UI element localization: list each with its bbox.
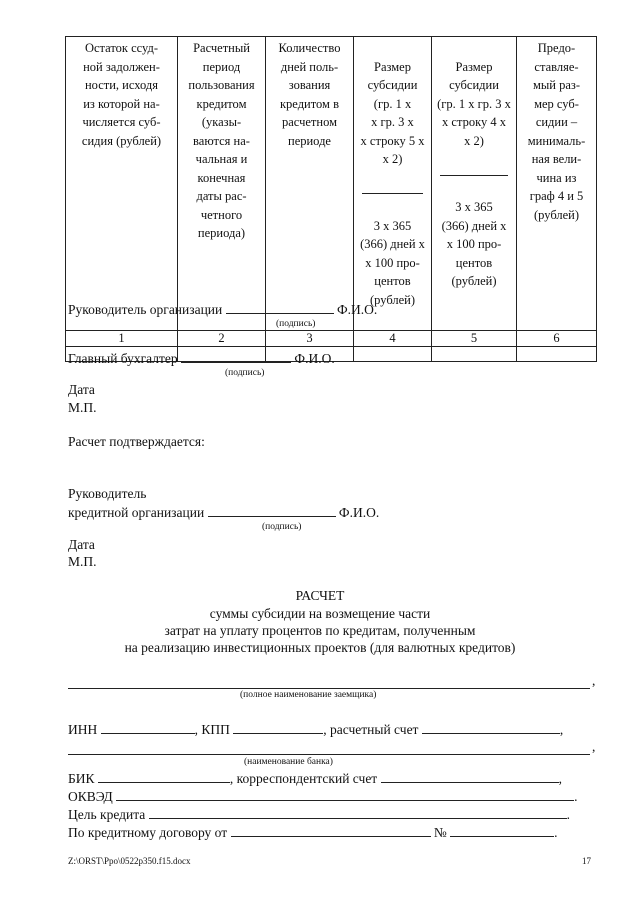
date-label: Дата: [68, 537, 95, 552]
signature-caption: (подпись): [225, 368, 265, 378]
header-subsidy-provided: Предо- ставляе- мый раз- мер суб- сидии – минималь- ная вели- чина из граф 4 и 5 (рублей): [517, 37, 597, 331]
head-org-signature: [68, 301, 377, 318]
header-loan-balance: Остаток ссуд- ной задолжен- ности, исходя из которой на- числяется суб- сидия (рублей): [66, 37, 178, 331]
table-header-row: [66, 37, 597, 331]
bik-field[interactable]: [98, 770, 230, 783]
formula-numerator: Размер субсидии (гр. 1 х гр. 3 х х строку 4 х х 2): [437, 59, 511, 148]
number-sign: №: [433, 825, 447, 840]
bank-name-field[interactable]: [68, 754, 590, 755]
okved-field[interactable]: [116, 788, 574, 801]
confirmed-label: Расчет подтверждается:: [68, 434, 205, 449]
formula-denominator: 3 х 365 (366) дней х х 100 про- центов (рублей): [360, 218, 425, 307]
table-cell[interactable]: [432, 346, 517, 361]
file-path: Z:\ORST\Ppo\0522p350.f15.docx: [68, 856, 191, 866]
comma: ,: [592, 739, 596, 754]
period: .: [566, 807, 571, 822]
calc-subtitle-1: суммы субсидии на возмещение части: [209, 606, 431, 621]
comma: ,: [558, 771, 562, 786]
fio-label: Ф.И.О.: [294, 351, 335, 366]
period: .: [554, 825, 558, 840]
column-number: 5: [432, 330, 517, 346]
bank-head-label-2: кредитной организации: [68, 505, 205, 520]
comma: ,: [559, 722, 564, 737]
column-number: 3: [266, 330, 354, 346]
kpp-label: , КПП: [194, 722, 230, 737]
signature-caption: (подпись): [262, 522, 302, 532]
purpose-field[interactable]: [149, 806, 567, 819]
page-number: 17: [582, 856, 591, 866]
signature-caption: (подпись): [276, 319, 316, 329]
account-label: , расчетный счет: [323, 722, 419, 737]
account-field[interactable]: [422, 721, 560, 734]
contract-date-field[interactable]: [231, 824, 431, 837]
table-cell[interactable]: [354, 346, 432, 361]
contract-number-field[interactable]: [450, 824, 554, 837]
calc-subtitle-3: на реализацию инвестиционных проектов (для валютных кредитов): [124, 640, 516, 655]
header-subsidy-size-b: [432, 37, 517, 331]
column-number: 1: [66, 330, 178, 346]
contract-row: [68, 824, 558, 841]
inn-field[interactable]: [101, 721, 195, 734]
okved-label: ОКВЭД: [68, 789, 113, 804]
okved-row: [68, 788, 578, 805]
inn-label: ИНН: [68, 722, 98, 737]
purpose-row: [68, 806, 570, 823]
contract-label: По кредитному договору от: [68, 825, 228, 840]
stamp-label: М.П.: [68, 554, 97, 569]
chief-accountant-label: Главный бухгалтер: [68, 351, 178, 366]
signature-field[interactable]: [208, 504, 336, 517]
column-number: 4: [354, 330, 432, 346]
header-subsidy-size-a: [354, 37, 432, 331]
inn-row: [68, 721, 563, 738]
calc-title: РАСЧЕТ: [295, 588, 345, 603]
column-number: 2: [178, 330, 266, 346]
fio-label: Ф.И.О.: [338, 505, 380, 520]
fraction-line: [362, 193, 423, 194]
header-calc-period: Расчетный период пользования кредитом (указы- ваются на- чальная и конечная даты рас- четного периода): [178, 37, 266, 331]
calc-subtitle-2: затрат на уплату процентов по кредитам, полученным: [164, 623, 476, 638]
fraction-line: [440, 175, 508, 176]
corr-account-field[interactable]: [381, 770, 559, 783]
purpose-label: Цель кредита: [68, 807, 146, 822]
formula-numerator: Размер субсидии (гр. 1 х х гр. 3 х х строку 5 х х 2): [360, 59, 425, 166]
fio-label: Ф.И.О.: [337, 302, 378, 317]
bik-label: БИК: [68, 771, 95, 786]
corr-account-label: , корреспондентский счет: [229, 771, 378, 786]
table-number-row: [66, 330, 597, 346]
bank-head-label-1: Руководитель: [68, 486, 147, 501]
column-number: 6: [517, 330, 597, 346]
bank-head-signature: [68, 504, 379, 521]
kpp-field[interactable]: [233, 721, 323, 734]
bank-caption: (наименование банка): [244, 757, 333, 767]
borrower-name-field[interactable]: [68, 688, 590, 689]
period: .: [574, 789, 578, 804]
formula-denominator: 3 х 365 (366) дней х х 100 про- центов (рублей): [441, 200, 507, 288]
header-days-count: Количество дней поль- зования кредитом в расчетном периоде: [266, 37, 354, 331]
table-cell[interactable]: [517, 346, 597, 361]
signature-field[interactable]: [226, 301, 334, 314]
date-label: Дата: [68, 382, 95, 397]
chief-accountant-signature: [68, 350, 335, 367]
borrower-caption: (полное наименование заемщика): [240, 690, 377, 700]
signature-field[interactable]: [181, 350, 291, 363]
comma: ,: [592, 673, 596, 688]
stamp-label: М.П.: [68, 400, 97, 415]
head-org-label: Руководитель организации: [68, 302, 223, 317]
bik-row: [68, 770, 562, 787]
